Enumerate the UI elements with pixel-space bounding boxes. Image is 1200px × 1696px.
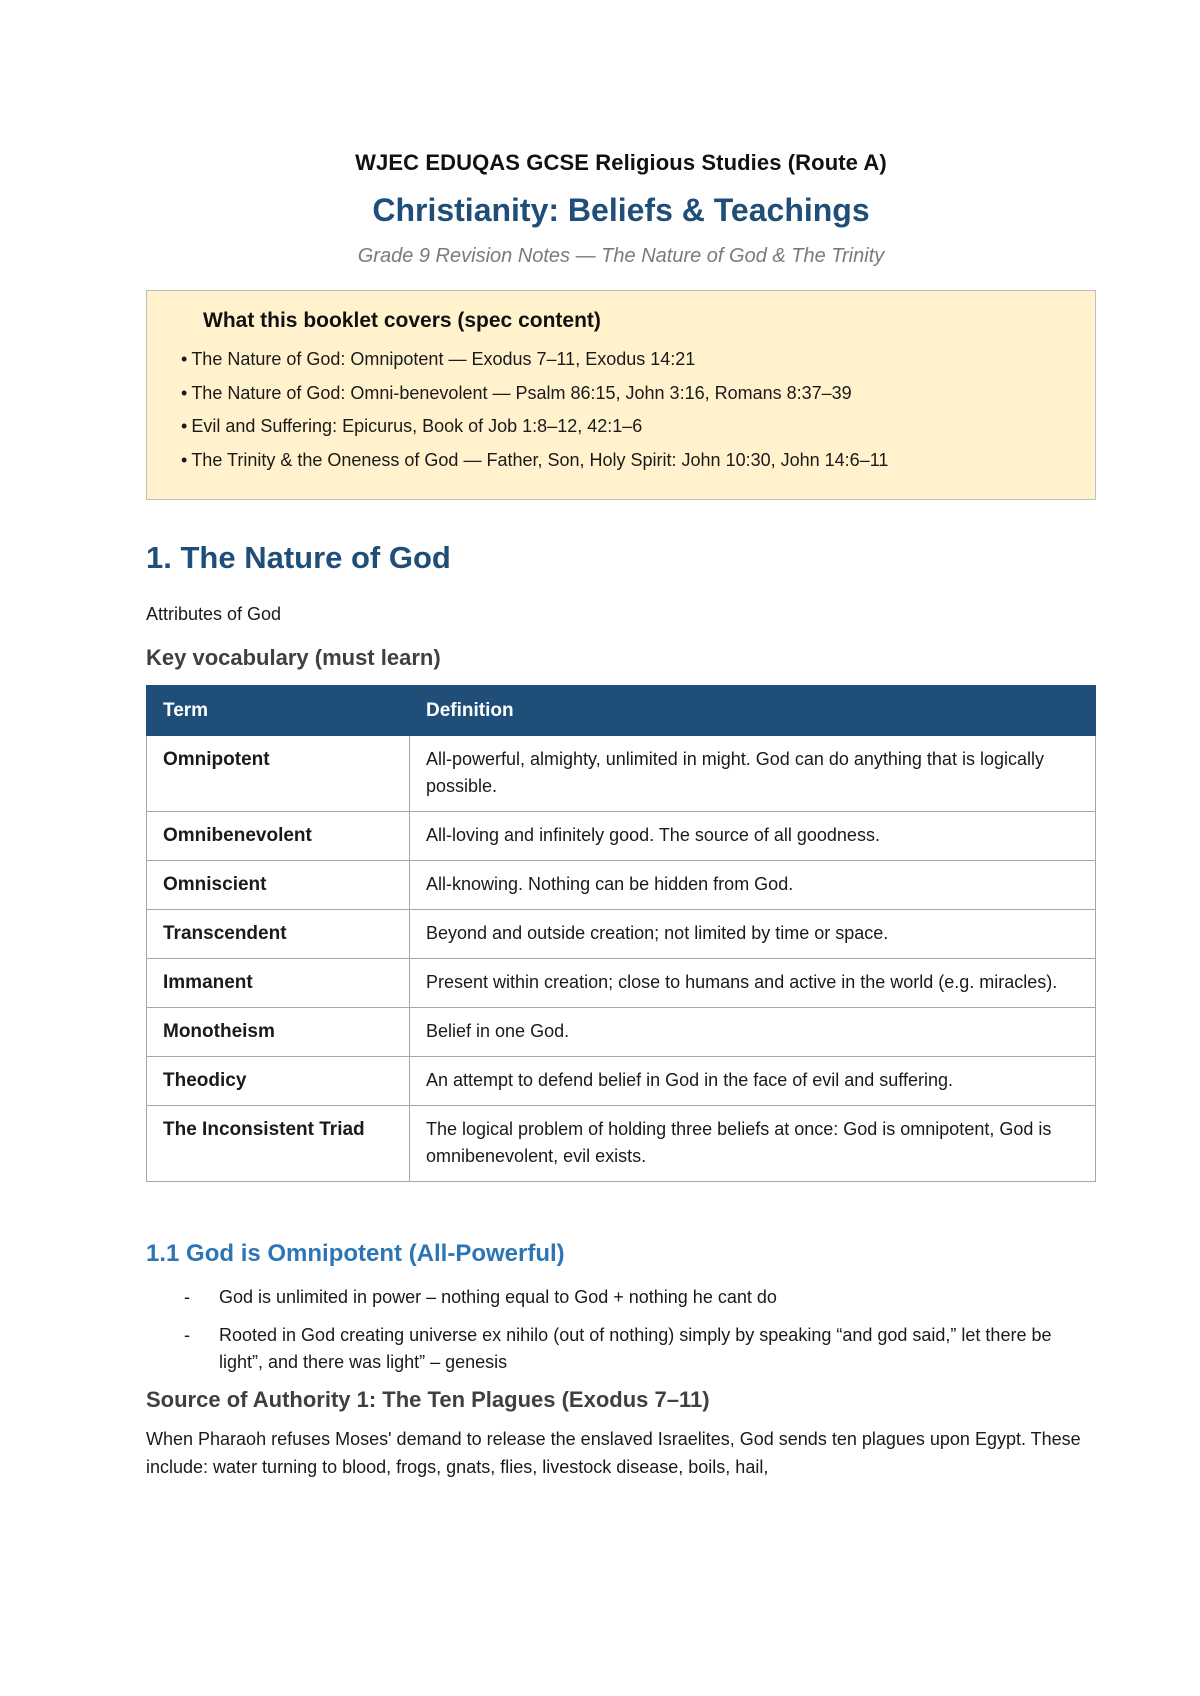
definition-cell: An attempt to defend belief in God in the face of evil and suffering. xyxy=(410,1057,1096,1106)
table-row xyxy=(147,861,1096,910)
table-row xyxy=(147,1057,1096,1106)
dash-bullet-icon: - xyxy=(184,1287,190,1307)
bullet-icon: • xyxy=(181,449,188,470)
table-header-row xyxy=(147,686,1096,736)
subsection-heading-omnipotent: 1.1 God is Omnipotent (All-Powerful) xyxy=(146,1240,565,1267)
document-page xyxy=(146,0,1096,1481)
list-item xyxy=(146,1284,1096,1311)
list-item xyxy=(181,377,1081,411)
definition-cell: Belief in one God. xyxy=(410,1008,1096,1057)
vocab-table xyxy=(146,685,1096,1182)
term-cell: Omniscient xyxy=(147,861,410,910)
bullet-icon: • xyxy=(181,349,188,369)
definition-cell: All-loving and infinitely good. The source of all goodness. xyxy=(410,812,1096,861)
definition-cell: Beyond and outside creation; not limited by time or space. xyxy=(410,910,1096,959)
list-item-text: The Trinity & the Oneness of God — Father, Son, Holy Spirit: John 10:30, John 14:6–11 xyxy=(191,449,889,470)
document-header xyxy=(146,150,1096,268)
source-of-authority-text: When Pharaoh refuses Moses' demand to release the enslaved Israelites, God sends ten plagues upon Egypt. These include: water turning to blood, frogs, gnats, flies, livestock disease, boils, hail, xyxy=(146,1429,1081,1477)
definition-cell: The logical problem of holding three beliefs at once: God is omnipotent, God is omnibenevolent, evil exists. xyxy=(410,1106,1096,1182)
page-title: Christianity: Beliefs & Teachings xyxy=(372,192,870,228)
list-item-text: Rooted in God creating universe ex nihilo (out of nothing) simply by speaking “and god said,” let there be light”, and there was light” – genesis xyxy=(219,1325,1052,1372)
list-item xyxy=(181,444,1081,478)
definition-cell: All-knowing. Nothing can be hidden from God. xyxy=(410,861,1096,910)
term-cell: Transcendent xyxy=(147,910,410,959)
bullet-icon: • xyxy=(181,382,188,403)
booklet-covers-box xyxy=(146,290,1096,500)
booklet-covers-list xyxy=(181,343,1081,477)
table-row xyxy=(147,736,1096,812)
table-row xyxy=(147,1008,1096,1057)
table-row xyxy=(147,1106,1096,1182)
table-row xyxy=(147,910,1096,959)
table-row xyxy=(147,812,1096,861)
bullet-icon: • xyxy=(181,416,188,436)
dash-bullet-icon: - xyxy=(184,1325,190,1345)
vocab-heading: Key vocabulary (must learn) xyxy=(146,645,441,670)
term-cell: Omnibenevolent xyxy=(147,812,410,861)
list-item xyxy=(181,343,1081,377)
term-cell: Immanent xyxy=(147,959,410,1008)
table-row xyxy=(147,959,1096,1008)
source-of-authority-heading: Source of Authority 1: The Ten Plagues (Exodus 7–11) xyxy=(146,1387,710,1412)
list-item-text: God is unlimited in power – nothing equal to God + nothing he cant do xyxy=(219,1287,777,1307)
omnipotent-notes-list xyxy=(146,1284,1096,1376)
section-intro: Attributes of God xyxy=(146,604,282,624)
course-title: WJEC EDUQAS GCSE Religious Studies (Route A) xyxy=(355,150,887,175)
section-heading-nature-of-god: 1. The Nature of God xyxy=(146,540,451,575)
page-subtitle: Grade 9 Revision Notes — The Nature of God & The Trinity xyxy=(357,245,885,267)
term-cell: Omnipotent xyxy=(147,736,410,812)
list-item xyxy=(181,410,1081,444)
list-item xyxy=(146,1322,1096,1376)
term-cell: The Inconsistent Triad xyxy=(147,1106,410,1182)
definition-cell: All-powerful, almighty, unlimited in might. God can do anything that is logically possible. xyxy=(410,736,1096,812)
list-item-text: Evil and Suffering: Epicurus, Book of Job 1:8–12, 42:1–6 xyxy=(191,416,643,436)
column-header-term: Term xyxy=(147,686,410,736)
list-item-text: The Nature of God: Omnipotent — Exodus 7–11, Exodus 14:21 xyxy=(191,349,696,369)
definition-cell: Present within creation; close to humans and active in the world (e.g. miracles). xyxy=(410,959,1096,1008)
booklet-covers-heading: What this booklet covers (spec content) xyxy=(203,309,601,332)
term-cell: Theodicy xyxy=(147,1057,410,1106)
column-header-definition: Definition xyxy=(410,686,1096,736)
list-item-text: The Nature of God: Omni-benevolent — Psalm 86:15, John 3:16, Romans 8:37–39 xyxy=(191,382,852,403)
term-cell: Monotheism xyxy=(147,1008,410,1057)
